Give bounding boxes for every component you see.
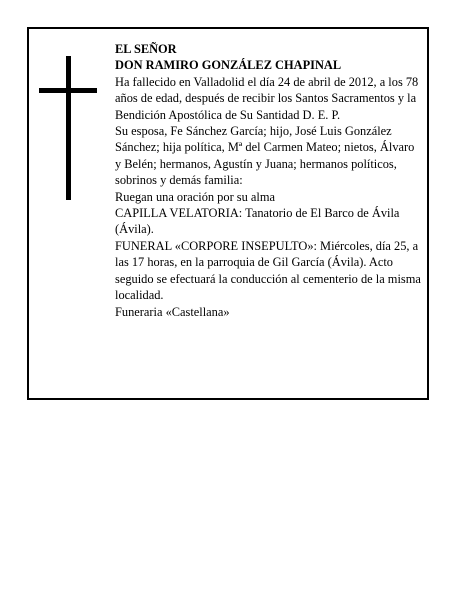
latin-cross-icon — [39, 56, 97, 200]
notice-body — [115, 41, 423, 320]
funeral-service: FUNERAL «CORPORE INSEPULTO»: Miércoles, día 25, a las 17 horas, en la parroquia de Gil García (Ávila). Acto seguido se efectuará la conducción al cementerio de la misma localidad. — [115, 238, 421, 303]
notice-title-honorific: EL SEÑOR — [115, 42, 177, 56]
cross-vertical-bar — [66, 56, 71, 200]
notice-title-name: DON RAMIRO GONZÁLEZ CHAPINAL — [115, 58, 342, 73]
family-list: Su esposa, Fe Sánchez García; hijo, José Luis González Sánchez; hija política, Mª del Carmen Mateo; nietos, Álvaro y Belén; hermanos, Agustín y Juana; hermanos políticos, sobrinos y demás familia: — [115, 124, 415, 188]
funeral-home: Funeraria «Castellana» — [115, 304, 230, 319]
cross-horizontal-bar — [39, 88, 97, 93]
death-announcement: Ha fallecido en Valladolid el día 24 de abril de 2012, a los 78 años de edad, después de recibir los Santos Sacramentos y la Bendición Apostólica de Su Santidad D. E. P. — [115, 74, 419, 122]
funeral-chapel: CAPILLA VELATORIA: Tanatorio de El Barco de Ávila (Ávila). — [115, 206, 400, 237]
obituary-notice — [27, 27, 429, 400]
prayer-request: Ruegan una oración por su alma — [115, 189, 275, 204]
